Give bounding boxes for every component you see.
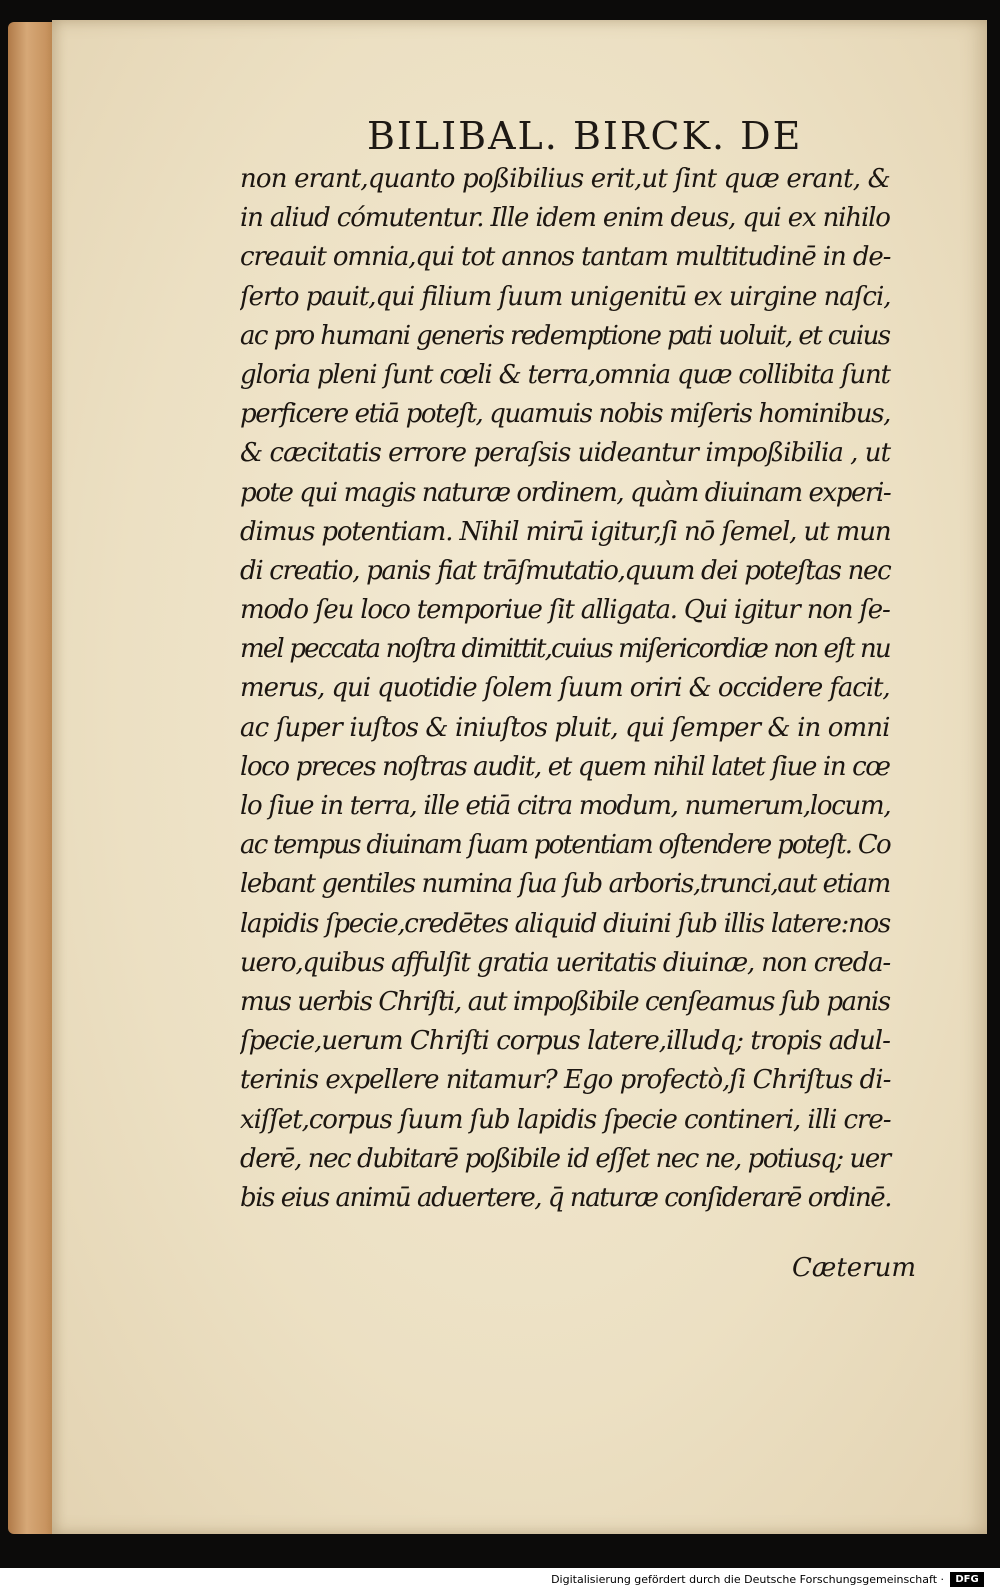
text-line: di creatio, panis fiat trāſmutatio,quum dei poteſtas nec xyxy=(240,555,891,586)
text-line: uero,quibus affulſit gratia ueritatis diuinæ, non creda- xyxy=(240,947,890,978)
text-line: lebant gentiles numina ſua ſub arboris,trunci,aut etiam xyxy=(240,869,890,900)
footer-bar xyxy=(0,1568,1000,1592)
dfg-logo-icon: DFG xyxy=(950,1572,984,1587)
text-line: derē, nec dubitarē poßibile id eſſet nec ne, potiusq; uer xyxy=(240,1143,890,1174)
text-line: ac tempus diuinam ſuam potentiam oſtendere poteſt. Co xyxy=(240,830,890,861)
text-line: non erant,quanto poßibilius erit,ut ſint quæ erant, & xyxy=(240,164,890,194)
text-line: merus, qui quotidie ſolem ſuum oriri & occidere facit, xyxy=(240,673,890,704)
body-text xyxy=(240,160,910,1218)
text-line: gloria pleni ſunt cœli & terra,omnia quæ collibita ſunt xyxy=(240,359,890,390)
text-line: ſerto pauit,qui filium ſuum unigenitū ex uirgine naſci, xyxy=(240,281,891,312)
text-line: loco preces noſtras audit, et quem nihil latet ſiue in cœ xyxy=(240,751,890,782)
text-line: dimus potentiam. Nihil mirū igitur,ſi nō ſemel, ut mun xyxy=(240,516,891,547)
text-line: ſpecie,uerum Chriſti corpus latere,illudq; tropis adul- xyxy=(240,1026,890,1057)
text-line: bis eius animū aduertere, q̄ naturæ conſiderarē ordinē. xyxy=(240,1182,892,1213)
text-line: mel peccata noſtra dimittit,cuius miſericordiæ non eſt nu xyxy=(240,634,890,665)
text-line: ac pro humani generis redemptione pati uoluit, et cuius xyxy=(240,320,890,351)
text-line: xiſſet,corpus ſuum ſub lapidis ſpecie contineri, illi cre- xyxy=(240,1104,891,1135)
text-line: pote qui magis naturæ ordinem, quàm diuinam experi- xyxy=(240,477,891,508)
text-line: terinis expellere nitamur? Ego profectò,ſi Chriſtus di- xyxy=(240,1065,891,1096)
text-line: creauit omnia,qui tot annos tantam multitudinē in de- xyxy=(240,242,891,273)
text-line: mus uerbis Chriſti, aut impoßibile cenſeamus ſub panis xyxy=(240,986,890,1017)
funding-credit: Digitalisierung gefördert durch die Deutsche Forschungsgemeinschaft · xyxy=(551,1573,944,1586)
text-line: lo ſiue in terra, ille etiā citra modum, numerum,locum, xyxy=(240,791,891,821)
text-line: modo ſeu loco temporiue ſit alligata. Qui igitur non ſe- xyxy=(240,595,890,626)
text-line: perficere etiā poteſt, quamuis nobis miſeris hominibus, xyxy=(240,399,891,430)
running-head: BILIBAL. BIRCK. DE xyxy=(367,114,803,158)
text-line: in aliud cómutentur. Ille idem enim deus, qui ex nihilo xyxy=(240,203,890,234)
catchword: Cæterum xyxy=(792,1253,916,1283)
text-line: ac ſuper iuſtos & iniuſtos pluit, qui ſemper & in omni xyxy=(240,712,890,743)
text-line: lapidis ſpecie,credētes aliquid diuini ſub illis latere:nos xyxy=(240,908,890,939)
text-line: & cæcitatis errore peraſsis uideantur impoßibilia , ut xyxy=(240,438,891,469)
